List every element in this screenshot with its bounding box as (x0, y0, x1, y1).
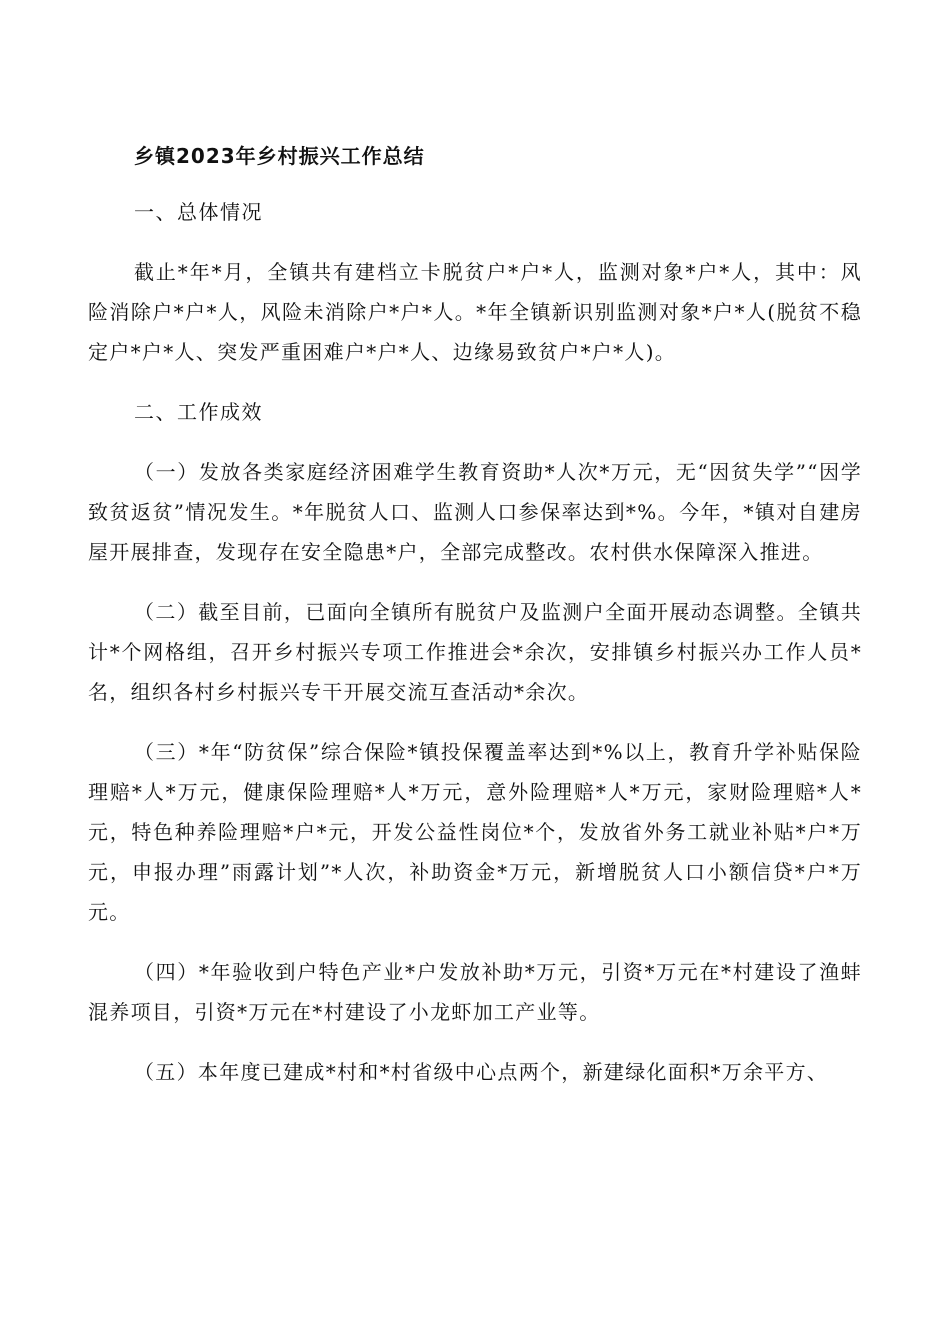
paragraph-achievement-5: （五）本年度已建成*村和*村省级中心点两个，新建绿化面积*万余平方、 (134, 1060, 829, 1084)
document-body (88, 140, 862, 1092)
paragraph-achievement-3: （三）*年“防贫保”综合保险*镇投保覆盖率达到*%以上，教育升学补贴保险理赔*人*万元，健康保险理赔*人*万元，意外险理赔*人*万元，家财险理赔*人*元，特色种养险理赔*户*元，开发公益性岗位*个，发放省外务工就业补贴*户*万元，申报办理”雨露计划”*人次，补助资金*万元，新增脱贫人口小额信贷*户*万元。 (88, 740, 862, 924)
section-heading-achievements: 二、工作成效 (134, 400, 263, 424)
paragraph-achievement-4: （四）*年验收到户特色产业*户发放补助*万元，引资*万元在*村建设了渔蚌混养项目，引资*万元在*村建设了小龙虾加工产业等。 (88, 960, 862, 1024)
paragraph-overview: 截止*年*月，全镇共有建档立卡脱贫户*户*人，监测对象*户*人，其中：风险消除户*户*人，风险未消除户*户*人。*年全镇新识别监测对象*户*人(脱贫不稳定户*户*人、突发严重困难户*户*人、边缘易致贫户*户*人)。 (88, 260, 862, 364)
document-title: 乡镇2023年乡村振兴工作总结 (134, 144, 425, 168)
section-heading-overview: 一、总体情况 (134, 200, 263, 224)
paragraph-achievement-1: （一）发放各类家庭经济困难学生教育资助*人次*万元，无“因贫失学”“因学致贫返贫”情况发生。*年脱贫人口、监测人口参保率达到*%。今年，*镇对自建房屋开展排查，发现存在安全隐患*户，全部完成整改。农村供水保障深入推进。 (88, 460, 862, 564)
paragraph-achievement-2: （二）截至目前，已面向全镇所有脱贫户及监测户全面开展动态调整。全镇共计*个网格组，召开乡村振兴专项工作推进会*余次，安排镇乡村振兴办工作人员*名，组织各村乡村振兴专干开展交流互查活动*余次。 (88, 600, 862, 704)
